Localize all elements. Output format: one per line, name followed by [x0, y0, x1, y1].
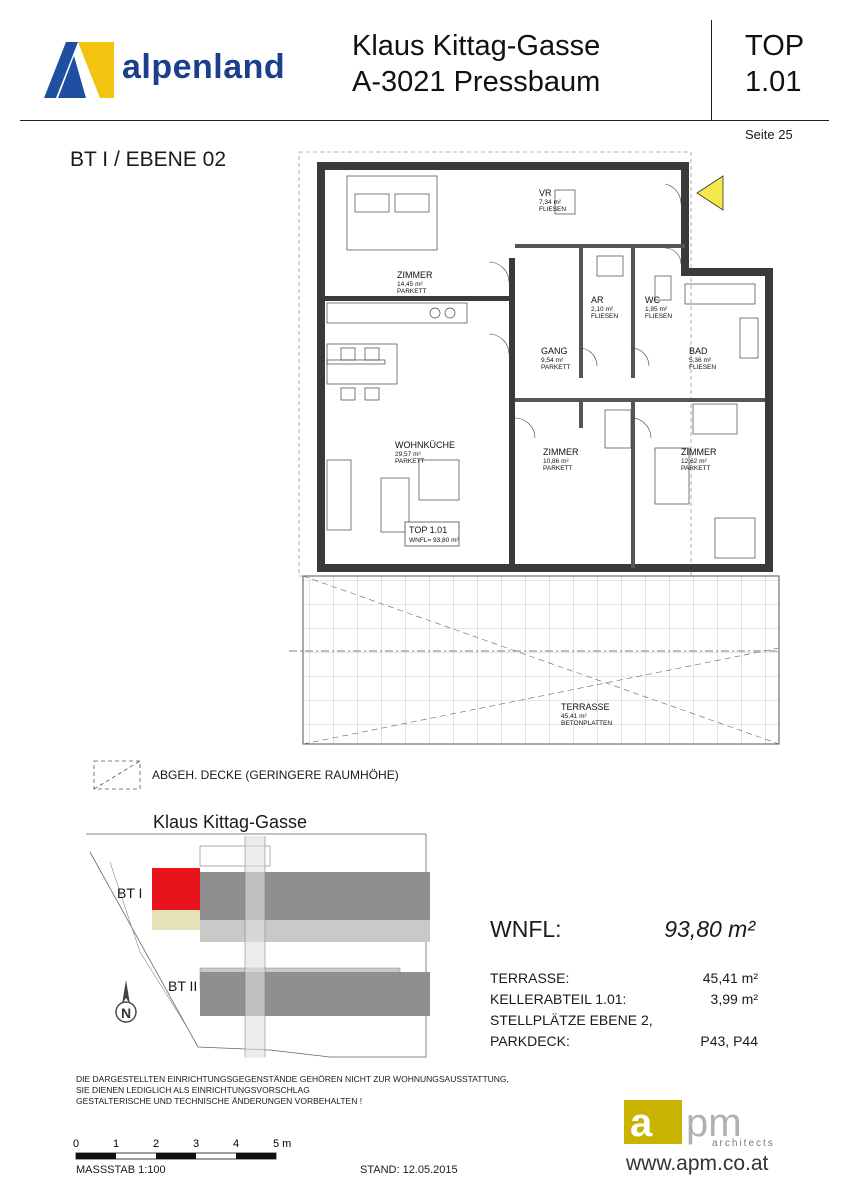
building-label-bt2: BT II: [168, 978, 198, 994]
site-plan-title: Klaus Kittag-Gasse: [153, 812, 308, 832]
svg-text:FLIESEN: FLIESEN: [539, 206, 567, 213]
top-box: [405, 522, 460, 546]
svg-text:PARKETT: PARKETT: [543, 465, 573, 472]
keller-label: KELLERABTEIL 1.01:: [490, 991, 627, 1007]
brand-name: alpenland: [122, 48, 286, 86]
svg-text:PARKETT: PARKETT: [541, 364, 571, 371]
keller-value: 3,99 m²: [710, 991, 758, 1007]
disclaimer-line: GESTALTERISCHE UND TECHNISCHE ÄNDERUNGEN VORBEHALTEN !: [76, 1096, 363, 1106]
terrasse-label: TERRASSE:: [490, 970, 570, 986]
svg-text:BAD: BAD: [689, 346, 708, 356]
svg-text:PARKETT: PARKETT: [395, 458, 425, 465]
room-bad: [689, 346, 716, 371]
scale-tick-label: 0: [73, 1138, 80, 1150]
apm-logo-icon: [624, 1098, 806, 1148]
svg-text:N: N: [121, 1005, 132, 1021]
site-plan: [80, 832, 430, 1064]
parkdeck-value: P43, P44: [700, 1033, 758, 1049]
svg-text:TERRASSE: TERRASSE: [561, 702, 610, 712]
svg-text:AR: AR: [591, 295, 604, 305]
svg-text:2,10 m²: 2,10 m²: [591, 306, 614, 313]
top-number: 1.01: [745, 66, 802, 98]
building-label-bt1: BT I: [117, 885, 143, 901]
highlight-terrace: [152, 910, 200, 930]
stand-date: STAND: 12.05.2015: [360, 1164, 458, 1176]
svg-text:10,86 m²: 10,86 m²: [543, 458, 569, 465]
svg-text:5,36 m²: 5,36 m²: [689, 357, 712, 364]
svg-text:TOP 1.01: TOP 1.01: [409, 525, 448, 535]
svg-text:ZIMMER: ZIMMER: [397, 270, 433, 280]
header-rule: [20, 120, 829, 121]
svg-text:12,62 m²: 12,62 m²: [681, 458, 707, 465]
north-arrow-icon: [116, 980, 136, 1022]
apm-url: www.apm.co.at: [626, 1152, 769, 1175]
header-divider: [711, 20, 712, 120]
svg-text:ZIMMER: ZIMMER: [681, 447, 717, 457]
address-street: Klaus Kittag-Gasse: [352, 30, 601, 62]
stellplaetze-label: STELLPLÄTZE EBENE 2,: [490, 1012, 653, 1028]
svg-text:WNFL= 93,80 m²: WNFL= 93,80 m²: [409, 537, 459, 544]
disclaimer-line: DIE DARGESTELLTEN EINRICHTUNGSGEGENSTÄNDE GEHÖREN NICHT ZUR WOHNUNGSAUSSTATTUNG,: [76, 1074, 509, 1084]
svg-text:FLIESEN: FLIESEN: [645, 313, 673, 320]
highlight-unit: [152, 868, 200, 910]
room-vr: [539, 188, 566, 213]
row-parkdeck: [490, 1033, 760, 1053]
scale-tick-label: 4: [233, 1138, 240, 1150]
terrasse-value: 45,41 m²: [702, 970, 758, 986]
level-title: BT I / EBENE 02: [70, 148, 227, 171]
scale-tick-label: 5 m: [273, 1138, 292, 1150]
svg-text:pm: pm: [686, 1101, 742, 1145]
svg-text:WC: WC: [645, 295, 660, 305]
svg-text:GANG: GANG: [541, 346, 568, 356]
scale-tick-label: 1: [113, 1138, 120, 1150]
legend-label: ABGEH. DECKE (GERINGERE RAUMHÖHE): [152, 768, 399, 782]
inner-walls: [515, 244, 765, 568]
top-label: TOP: [745, 30, 805, 62]
scale-tick-label: 2: [153, 1138, 160, 1150]
svg-text:FLIESEN: FLIESEN: [689, 364, 717, 371]
svg-text:ZIMMER: ZIMMER: [543, 447, 579, 457]
scale-bar: [70, 1133, 310, 1163]
floor-plan: [285, 148, 795, 760]
page-header: [0, 0, 849, 142]
room-ar: [591, 295, 618, 320]
svg-text:PARKETT: PARKETT: [397, 288, 427, 295]
svg-text:29,57 m²: 29,57 m²: [395, 451, 421, 458]
svg-text:14,45 m²: 14,45 m²: [397, 281, 423, 288]
parkdeck-label: PARKDECK:: [490, 1033, 570, 1049]
row-keller: [490, 991, 760, 1011]
disclaimer: [76, 1074, 546, 1107]
entrance-marker-icon: [697, 176, 723, 210]
scale-label: MASSSTAB 1:100: [76, 1164, 166, 1176]
wnfl-value: 93,80 m²: [664, 916, 755, 942]
scale-tick-label: 3: [193, 1138, 200, 1150]
legend-swatch: [93, 760, 141, 790]
svg-text:45,41 m²: 45,41 m²: [561, 713, 587, 720]
room-zimmer-3: [681, 447, 717, 472]
room-zimmer-1: [397, 270, 433, 295]
terrace-area: [289, 576, 779, 744]
page-number: Seite 25: [745, 127, 793, 142]
svg-text:BETONPLATTEN: BETONPLATTEN: [561, 720, 613, 727]
svg-text:7,34 m²: 7,34 m²: [539, 199, 562, 206]
room-wohnkueche: [395, 440, 455, 465]
room-wc: [645, 295, 672, 320]
room-zimmer-2: [543, 447, 579, 472]
address-city: A-3021 Pressbaum: [352, 66, 601, 98]
row-stellplaetze: [490, 1012, 760, 1032]
row-terrasse: [490, 970, 760, 990]
svg-text:VR: VR: [539, 188, 552, 198]
disclaimer-line: SIE DIENEN LEDIGLICH ALS EINRICHTUNGSVORSCHLAG: [76, 1085, 310, 1095]
svg-text:FLIESEN: FLIESEN: [591, 313, 619, 320]
svg-text:PARKETT: PARKETT: [681, 465, 711, 472]
svg-text:architects: architects: [712, 1138, 775, 1148]
svg-text:1,95 m²: 1,95 m²: [645, 306, 668, 313]
svg-text:WOHNKÜCHE: WOHNKÜCHE: [395, 440, 455, 450]
wnfl-label: WNFL:: [490, 916, 562, 942]
svg-text:9,54 m²: 9,54 m²: [541, 357, 564, 364]
alpenland-logo-icon: [44, 42, 114, 98]
svg-text:a: a: [630, 1101, 653, 1145]
room-gang: [541, 346, 571, 371]
